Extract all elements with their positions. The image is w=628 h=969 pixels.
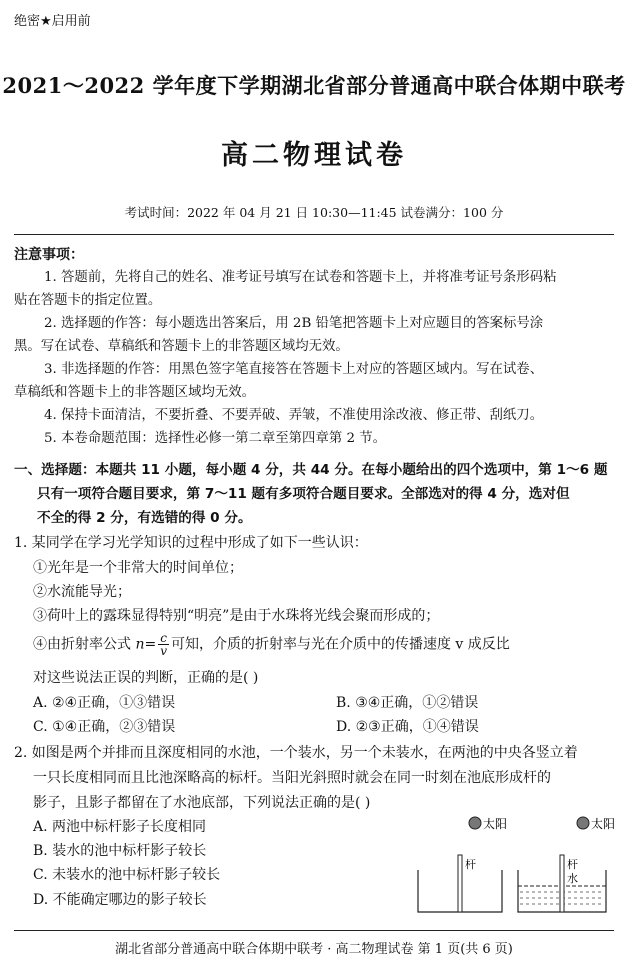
question-1-option-a[interactable]: A. ②④正确，①③错误 [33,695,176,711]
sun-label-left: 太阳 [483,817,508,831]
section-heading: 不全的得 2 分，有选错的得 0 分。 [37,510,252,526]
pole-label-left: 杆 [465,858,476,871]
notes-line: 5. 本卷命题范围：选择性必修一第二章至第四章第 2 节。 [44,431,387,446]
question-2-stem: 一只长度相同而且比池深略高的标杆。当阳光斜照时就会在同一时刻在池底形成杆的 [33,770,551,786]
question-1-item: ③荷叶上的露珠显得特别“明亮”是由于水珠将光线会聚而形成的； [33,608,440,624]
question-2-option-a[interactable]: A. 两池中标杆影子长度相同 [33,819,207,835]
question-2-stem: 2. 如图是两个并排而且深度相同的水池，一个装水，另一个未装水，在两池的中央各竖立着 [14,745,578,761]
page-footer: 湖北省部分普通高中联合体期中联考 · 高二物理试卷 第 1 页(共 6 页) [115,942,513,957]
exam-subject-title: 高二物理试卷 [221,140,407,171]
notes-title: 注意事项： [14,247,84,263]
pool-figure [410,810,620,920]
exam-main-title: 2021～2022 学年度下学期湖北省部分普通高中联合体期中联考 [2,73,626,98]
notes-line: 2. 选择题的作答：每小题选出答案后，用 2B 铅笔把答题卡上对应题目的答案标号涂 [44,316,544,331]
sun-icon [577,817,589,829]
exam-time-info: 考试时间：2022 年 04 月 21 日 10:30—11:45 试卷满分：100 分 [124,205,504,220]
notes-line: 3. 非选择题的作答：用黑色签字笔直接答在答题卡上对应的答题区域内。写在试卷、 [44,362,544,377]
question-1-item: ①光年是一个非常大的时间单位； [33,560,243,576]
pole-label-right: 杆 [567,858,578,871]
item4-prefix: ④由折射率公式 [33,636,136,653]
question-2-option-c[interactable]: C. 未装水的池中标杆影子较长 [33,867,221,883]
sun-icon [469,817,481,829]
question-2-stem: 影子，且影子都留在了水池底部，下列说法正确的是( ) [33,795,371,811]
formula-denominator: v [160,644,167,658]
question-1-item: ②水流能导光； [33,584,131,600]
item4-suffix: 可知，介质的折射率与光在介质中的传播速度 v 成反比 [170,636,510,653]
secret-label: 绝密★启用前 [14,14,91,29]
header-divider [14,234,614,235]
question-1-option-d[interactable]: D. ②③正确，①④错误 [336,719,479,735]
question-1-option-b[interactable]: B. ③④正确，①②错误 [336,695,479,711]
notes-line: 贴在答题卡的指定位置。 [14,293,162,308]
question-1-item-4: ④由折射率公式 n= $\frac{c}{v}$ 可知，介质的折射率与光在介质中的传播速度 v 成反比 [33,631,510,658]
question-1-option-c[interactable]: C. ①④正确，②③错误 [33,719,176,735]
formula-numerator: c [160,631,167,645]
pole-left [458,855,462,912]
question-1-prompt: 对这些说法正误的判断，正确的是( ) [33,670,259,686]
question-2-option-b[interactable]: B. 装水的池中标杆影子较长 [33,843,207,859]
section-heading: 一、选择题：本题共 11 小题，每小题 4 分，共 44 分。在每小题给出的四个选项中，第 1～6 题 [14,462,608,478]
refraction-formula [158,632,169,657]
notes-line: 4. 保持卡面清洁，不要折叠、不要弄破、弄皱，不准使用涂改液、修正带、刮纸刀。 [44,408,544,423]
question-2-option-d[interactable]: D. 不能确定哪边的影子较长 [33,892,207,908]
notes-line: 草稿纸和答题卡上的非答题区域均无效。 [14,385,256,400]
notes-line: 1. 答题前，先将自己的姓名、准考证号填写在试卷和答题卡上，并将准考证号条形码粘 [44,270,557,285]
sun-label-right: 太阳 [591,817,616,831]
question-1-stem: 1. 某同学在学习光学知识的过程中形成了如下一些认识： [14,535,368,551]
notes-line: 黑。写在试卷、草稿纸和答题卡上的非答题区域均无效。 [14,339,349,354]
formula-lhs: n [135,636,145,653]
section-heading: 只有一项符合题目要求，第 7～11 题有多项符合题目要求。全部选对的得 4 分，选对但 [37,486,570,502]
pole-right [560,855,564,912]
footer-divider [14,930,614,931]
water-label: 水 [567,872,578,885]
